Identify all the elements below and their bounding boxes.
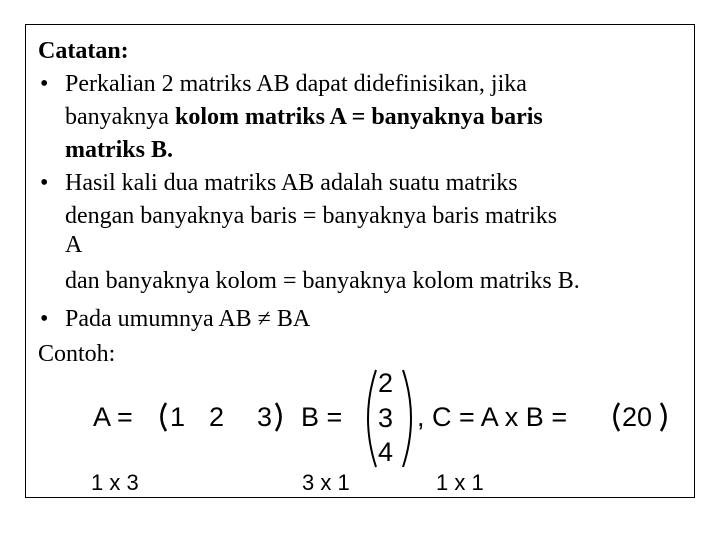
matrix-c-lhs: , C = A x B = — [417, 402, 568, 432]
bullet-3-symbol: • — [40, 306, 49, 332]
bullet-3-line-1: Pada umumnya AB ≠ BA — [65, 306, 311, 332]
matrix-c-left-paren — [615, 403, 620, 431]
bullet-2-line-1: Hasil kali dua matriks AB adalah suatu matriks — [65, 170, 518, 196]
matrix-b-entry-2: 3 — [378, 403, 394, 433]
matrix-a-lhs: A = — [93, 402, 133, 432]
matrix-equation — [26, 25, 694, 497]
matrix-a-right-paren — [276, 403, 281, 431]
matrix-a-entry-1: 1 — [170, 402, 186, 432]
matrix-b-right-paren — [403, 370, 411, 467]
note-heading: Catatan: — [38, 38, 129, 64]
note-slide — [25, 24, 695, 498]
bullet-2-line-3: A — [65, 232, 83, 258]
bullet-2-symbol: • — [40, 170, 49, 196]
bullet-2-line-4: dan banyaknya kolom = banyaknya kolom matriks B. — [65, 268, 580, 294]
matrix-b-entry-1: 2 — [378, 368, 394, 398]
matrix-a-entry-2: 2 — [209, 402, 225, 432]
matrix-b-order: 3 x 1 — [302, 470, 350, 495]
matrix-b-entry-3: 4 — [378, 437, 394, 467]
matrix-b-lhs: B = — [301, 402, 343, 432]
matrix-a-left-paren — [162, 403, 167, 431]
matrix-a-order: 1 x 3 — [91, 470, 139, 495]
bullet-1-symbol: • — [40, 71, 49, 97]
bullet-2-line-2: dengan banyaknya baris = banyaknya baris matriks — [65, 203, 558, 229]
matrix-c-entry: 20 — [622, 402, 653, 432]
bullet-1-line-2: banyaknya kolom matriks A = banyaknya baris — [65, 104, 543, 130]
bullet-1-line-1: Perkalian 2 matriks AB dapat didefinisikan, jika — [65, 71, 527, 97]
matrix-c-right-paren — [661, 403, 666, 431]
matrix-a-entry-3: 3 — [257, 402, 273, 432]
example-label: Contoh: — [38, 341, 116, 367]
matrix-c-order: 1 x 1 — [436, 470, 484, 495]
matrix-b-left-paren — [368, 370, 376, 467]
bullet-1-line-3: matriks B. — [65, 137, 173, 163]
